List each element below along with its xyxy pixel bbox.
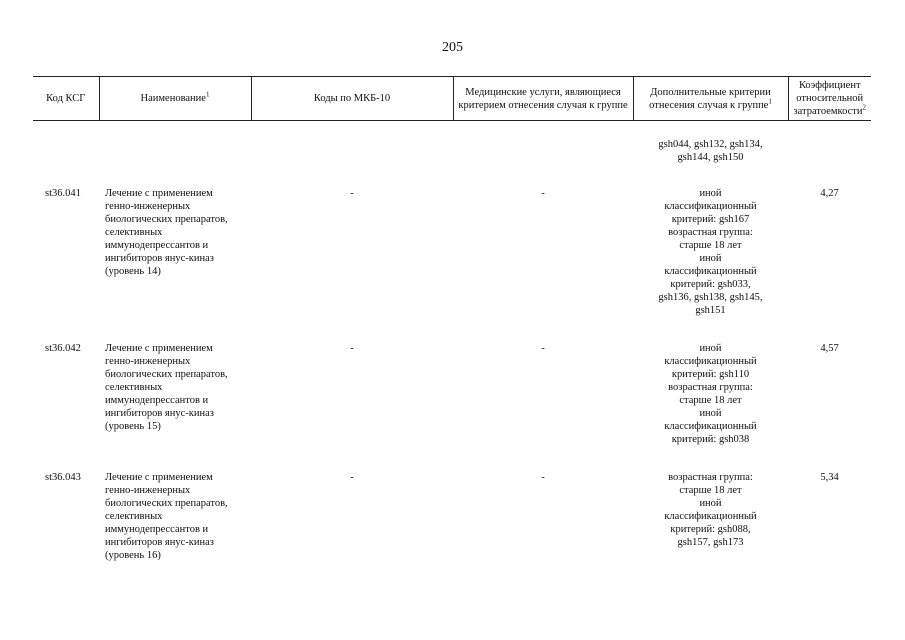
row-mkb: - [350, 343, 354, 354]
header-code [33, 77, 99, 121]
header-mkb-label: Коды по МКБ-10 [313, 93, 391, 104]
row-mkb: - [350, 472, 354, 483]
header-coef [788, 77, 871, 121]
continuation-row [33, 121, 871, 177]
table-row [33, 176, 871, 331]
ksg-table [33, 76, 871, 576]
header-mkb [251, 77, 453, 121]
header-name [99, 77, 251, 121]
row-name: Лечение с применением генно-инженерных биологических препаратов, селективных иммунодепрессантов и ингибиторов янус-киназ (уровень 16) [105, 472, 228, 561]
row-coefficient: 4,27 [820, 188, 839, 199]
continuation-criteria: gsh044, gsh132, gsh134, gsh144, gsh150 [658, 139, 763, 163]
header-criteria-footnote: 1 [768, 97, 772, 105]
row-services: - [541, 188, 545, 199]
row-name: Лечение с применением генно-инженерных биологических препаратов, селективных иммунодепрессантов и ингибиторов янус-киназ (уровень 15) [105, 343, 228, 432]
header-name-label: Наименование [140, 93, 206, 104]
row-code: st36.041 [45, 188, 81, 199]
header-coef-footnote: 2 [862, 103, 866, 112]
ksg-table-container [33, 76, 871, 576]
page-number: 205 [442, 40, 463, 55]
row-code: st36.043 [45, 472, 81, 483]
header-coef-label: Коэффициент относительной затратоемкости [793, 80, 864, 117]
row-coefficient: 4,57 [820, 343, 839, 354]
table-body [33, 121, 871, 577]
table-header [33, 77, 871, 121]
row-services: - [541, 472, 545, 483]
header-code-label: Код КСГ [46, 93, 86, 104]
header-services-label: Медицинские услуги, являющиеся критерием отнесения случая к группе [458, 86, 628, 111]
header-name-footnote: 1 [205, 90, 210, 99]
row-criteria: иной классификационный критерий: gsh110 возрастная группа: старше 18 лет иной классификационный критерий: gsh038 [664, 343, 757, 445]
row-criteria: иной классификационный критерий: gsh167 возрастная группа: старше 18 лет иной классификационный критерий: gsh033, gsh136, gsh138, gsh145, gsh151 [658, 188, 763, 316]
header-criteria [633, 77, 788, 121]
header-row [33, 77, 871, 121]
row-coefficient: 5,34 [820, 472, 839, 483]
row-criteria: возрастная группа: старше 18 лет иной классификационный критерий: gsh088, gsh157, gsh173 [664, 472, 757, 548]
header-criteria-label: Дополнительные критерии отнесения случая к группе [649, 86, 771, 111]
header-services [453, 77, 633, 121]
row-name: Лечение с применением генно-инженерных биологических препаратов, селективных иммунодепрессантов и ингибиторов янус-киназ (уровень 14) [105, 188, 228, 277]
row-code: st36.042 [45, 343, 81, 354]
row-services: - [541, 343, 545, 354]
row-mkb: - [350, 188, 354, 199]
table-row [33, 460, 871, 576]
table-row [33, 331, 871, 460]
